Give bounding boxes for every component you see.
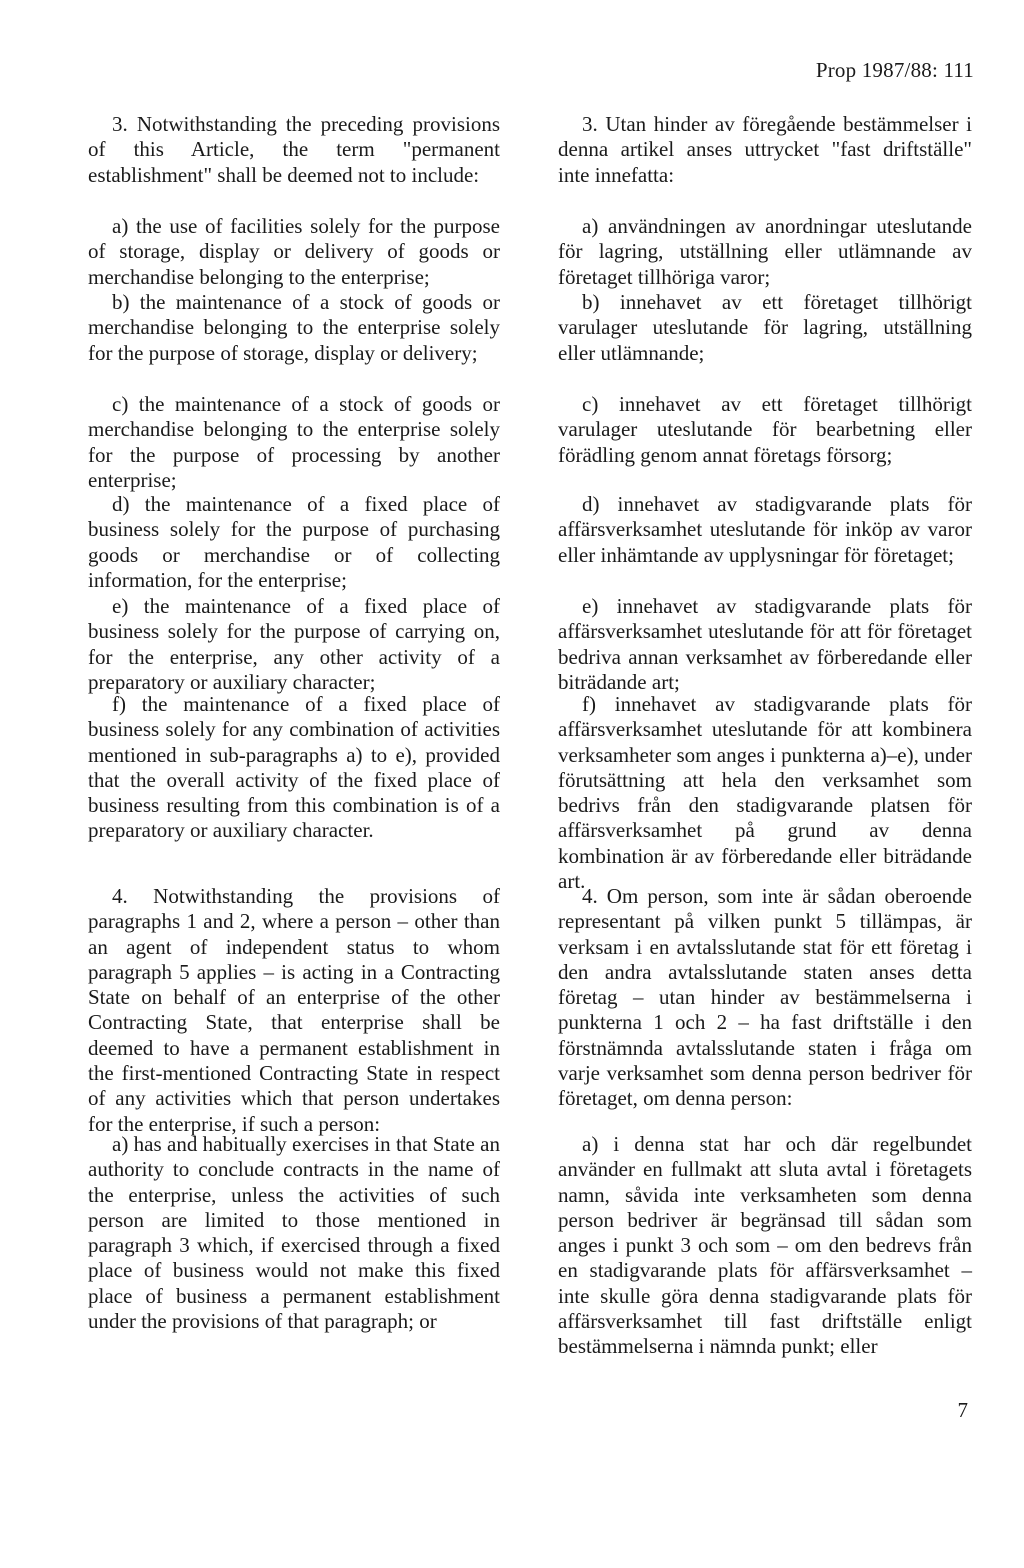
en-para-4a: a) has and habitually exercises in that State an authority to conclude contracts in the name of the enterprise, unless the activities of such person are limited to those mentioned in paragraph 3 which, if exercised through a fixed place of business would not make this fixed place of business a permanent establishment under the provisions of that paragraph; or [88,1132,500,1334]
sv-para-3-intro: 3. Utan hinder av föregående bestämmelser i denna artikel anses uttrycket "fast driftställe" inte innefatta: [558,112,972,187]
sv-para-3a: a) användningen av anordningar uteslutande för lagring, utställning eller utlämnande av företaget tillhöriga varor; [558,214,972,289]
sv-para-3e: e) innehavet av stadigvarande plats för affärsverksamhet uteslutande för att för företaget bedriva annan verksamhet av förberedande eller biträdande art; [558,594,972,694]
sv-para-3b: b) innehavet av ett företaget tillhörigt varulager uteslutande för lagring, utställning eller utlämnande; [558,290,972,365]
sv-para-3c: c) innehavet av ett företaget tillhörigt varulager uteslutande för bearbetning eller förädling genom annat företags försorg; [558,392,972,467]
en-para-3e: e) the maintenance of a fixed place of business solely for the purpose of carrying on, for the enterprise, any other activity of a preparatory or auxiliary character; [88,594,500,694]
en-para-4-intro: 4. Notwithstanding the provisions of paragraphs 1 and 2, where a person – other than an agent of independent status to whom paragraph 5 applies – is acting in a Contracting State on behalf of an enterprise of the other Contracting State, that enterprise shall be deemed to have a permanent establishment in the first-mentioned Contracting State in respect of any activities which that person undertakes for the enterprise, if such a person: [88,884,500,1136]
document-reference: Prop 1987/88: 111 [815,58,974,82]
en-para-3f: f) the maintenance of a fixed place of business solely for any combination of activities mentioned in sub-paragraphs a) to e), provided that the overall activity of the fixed place of business resulting from this combination is of a preparatory or auxiliary character. [88,692,500,843]
en-para-3c: c) the maintenance of a stock of goods or merchandise belonging to the enterprise solely for the purpose of processing by another enterprise; [88,392,500,492]
en-para-3b: b) the maintenance of a stock of goods or merchandise belonging to the enterprise solely for the purpose of storage, display or delivery; [88,290,500,365]
sv-para-3f: f) innehavet av stadigvarande plats för affärsverksamhet uteslutande för att kombinera verksamheter som anges i punkterna a)–e), under förutsättning att hela den verksamhet som bedrivs från den stadigvarande platsen för affärsverksamhet på grund av denna kombination är av förberedande eller biträdande art. [558,692,972,894]
en-para-3-intro: 3. Notwithstanding the preceding provisions of this Article, the term "permanent establishment" shall be deemed not to include: [88,112,500,187]
page-number: 7 [957,1398,968,1422]
sv-para-4-intro: 4. Om person, som inte är sådan oberoende representant på vilken punkt 5 tillämpas, är verksam i en avtalsslutande stat för ett företag i den andra avtalsslutande staten anses detta företag – utan hinder av bestämmelserna i punkterna 1 och 2 – ha fast driftställe i den förstnämnda avtalsslutande staten i fråga om varje verksamhet som denna person bedriver för företaget, om denna person: [558,884,972,1111]
sv-para-4a: a) i denna stat har och där regelbundet använder en fullmakt att sluta avtal i företagets namn, såvida inte verksamheten som denna person bedriver är begränsad till sådan som anges i punkt 3 och som – om den bedrevs från en stadigvarande plats för affärsverksamhet – inte skulle göra denna stadigvarande plats för affärsverksamhet till fast driftställe enligt bestämmelserna i nämnda punkt; eller [558,1132,972,1359]
en-para-3d: d) the maintenance of a fixed place of business solely for the purpose of purchasing goods or merchandise or of collecting information, for the enterprise; [88,492,500,592]
en-para-3a: a) the use of facilities solely for the purpose of storage, display or delivery of goods or merchandise belonging to the enterprise; [88,214,500,289]
sv-para-3d: d) innehavet av stadigvarande plats för affärsverksamhet uteslutande för inköp av varor eller inhämtande av upplysningar för företaget; [558,492,972,567]
